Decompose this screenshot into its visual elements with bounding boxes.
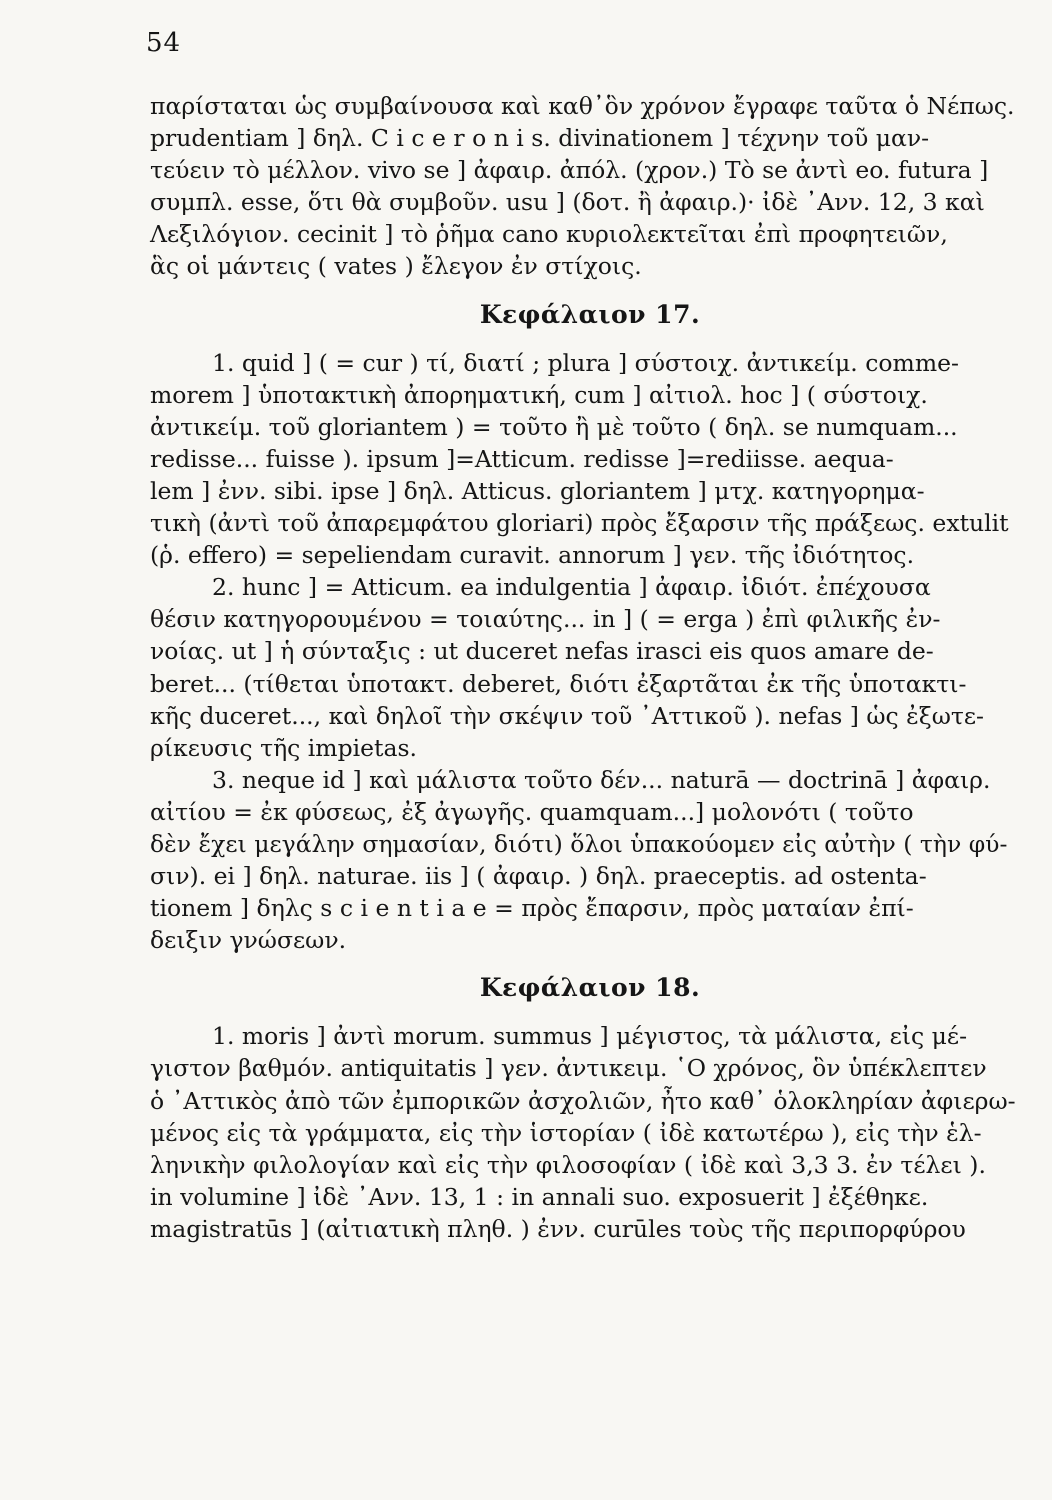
- text-line: 1. moris ] ἀντὶ morum. summus ] μέγιστος, τὰ μάλιστα, εἰς μέ-: [212, 1022, 968, 1051]
- text-line: ρίκευσις τῆς impietas.: [150, 733, 418, 762]
- text-line: redisse... fuisse ). ipsum ]=Atticum. redisse ]=rediisse. aequa-: [150, 444, 894, 473]
- chapter-heading-18: Κεφάλαιον 18.: [479, 973, 701, 1003]
- text-line: 1. quid ] ( = cur ) τί, διατί ; plura ] σύστοιχ. ἀντικείμ. comme-: [212, 348, 959, 377]
- text-line: γιστον βαθμόν. antiquitatis ] γεν. ἀντικειμ. ῾Ο χρόνος, ὃν ὑπέκλεπτεν: [150, 1054, 987, 1083]
- page-number: 54: [146, 28, 182, 58]
- text-line: ὁ ᾽Αττικὸς ἀπὸ τῶν ἐμπορικῶν ἀσχολιῶν, ἦτο καθ᾽ ὁλοκληρίαν ἀφιερω-: [150, 1086, 1016, 1115]
- text-line: δὲν ἔχει μεγάλην σημασίαν, διότι) ὅλοι ὑπακούομεν εἰς αὐτὴν ( τὴν φύ-: [150, 829, 1008, 858]
- text-line: magistratūs ] (αἰτιατικὴ πληθ. ) ἐνν. curūles τοὺς τῆς περιπορφύρου: [150, 1214, 966, 1243]
- text-line: δειξιν γνώσεων.: [150, 926, 347, 955]
- text-line: morem ] ὑποτακτικὴ ἀπορηματική, cum ] αἰτιολ. hoc ] ( σύστοιχ.: [150, 380, 928, 409]
- text-line: beret... (τίθεται ὑποτακτ. deberet, διότι ἐξαρτᾶται ἐκ τῆς ὑποτακτι-: [150, 669, 967, 698]
- text-line: in volumine ] ἰδὲ ᾽Ανν. 13, 1 : in annali suo. exposuerit ] ἐξέθηκε.: [150, 1182, 929, 1211]
- text-line: τεύειν τὸ μέλλον. vivo se ] ἀφαιρ. ἀπόλ. (χρον.) Τὸ se ἀντὶ eo. futura ]: [150, 156, 989, 185]
- text-line: αἰτίου = ἐκ φύσεως, ἐξ ἀγωγῆς. quamquam...] μολονότι ( τοῦτο: [150, 797, 914, 826]
- text-line: 3. neque id ] καὶ μάλιστα τοῦτο δέν... naturā — doctrinā ] ἀφαιρ.: [212, 765, 991, 794]
- text-line: κῆς duceret..., καὶ δηλοῖ τὴν σκέψιν τοῦ ᾽Αττικοῦ ). nefas ] ὡς ἐξωτε-: [150, 701, 984, 730]
- text-line: (ῥ. effero) = sepeliendam curavit. annorum ] γεν. τῆς ἰδιότητος.: [150, 541, 915, 570]
- commentary-text: [150, 90, 1030, 1245]
- text-line: ἀντικείμ. τοῦ gloriantem ) = τοῦτο ἢ μὲ τοῦτο ( δηλ. se numquam...: [150, 412, 958, 441]
- text-line: παρίσταται ὡς συμβαίνουσα καὶ καθ᾽ὃν χρόνον ἔγραφε ταῦτα ὁ Νέπως.: [150, 92, 1015, 120]
- text-line: 2. hunc ] = Atticum. ea indulgentia ] ἀφαιρ. ἰδιότ. ἐπέχουσα: [212, 573, 931, 602]
- text-line: Λεξιλόγιον. cecinit ] τὸ ῥῆμα cano κυριολεκτεῖται ἐπὶ προφητειῶν,: [150, 220, 948, 249]
- text-line: σιν). ei ] δηλ. naturae. iis ] ( ἀφαιρ. ) δηλ. praeceptis. ad ostenta-: [150, 862, 927, 891]
- text-line: τικὴ (ἀντὶ τοῦ ἀπαρεμφάτου gloriari) πρὸς ἔξαρσιν τῆς πράξεως. extulit: [150, 509, 1009, 538]
- text-line: μένος εἰς τὰ γράμματα, εἰς τὴν ἱστορίαν ( ἰδὲ κατωτέρω ), εἰς τὴν ἑλ-: [150, 1118, 982, 1147]
- text-line: tionem ] δηλς s c i e n t i a e = πρὸς ἔπαρσιν, πρὸς ματαίαν ἐπί-: [150, 894, 914, 923]
- text-line: νοίας. ut ] ἡ σύνταξις : ut duceret nefas irasci eis quos amare de-: [150, 637, 934, 666]
- text-line: prudentiam ] δηλ. C i c e r o n i s. divinationem ] τέχνην τοῦ μαν-: [150, 124, 930, 153]
- text-line: ληνικὴν φιλολογίαν καὶ εἰς τὴν φιλοσοφίαν ( ἰδὲ καὶ 3,3 3. ἐν τέλει ).: [150, 1150, 986, 1179]
- text-line: θέσιν κατηγορουμένου = τοιαύτης... in ] ( = erga ) ἐπὶ φιλικῆς ἐν-: [150, 605, 941, 634]
- text-line: lem ] ἐνν. sibi. ipse ] δηλ. Atticus. gloriantem ] μτχ. κατηγορημα-: [150, 476, 925, 505]
- text-line: συμπλ. esse, ὅτι θὰ συμβοῦν. usu ] (δοτ. ἢ ἀφαιρ.)· ἰδὲ ᾽Ανν. 12, 3 καὶ: [150, 188, 985, 217]
- chapter-heading-17: Κεφάλαιον 17.: [479, 299, 701, 329]
- text-line: ἃς οἱ μάντεις ( vates ) ἔλεγον ἐν στίχοις.: [150, 252, 642, 281]
